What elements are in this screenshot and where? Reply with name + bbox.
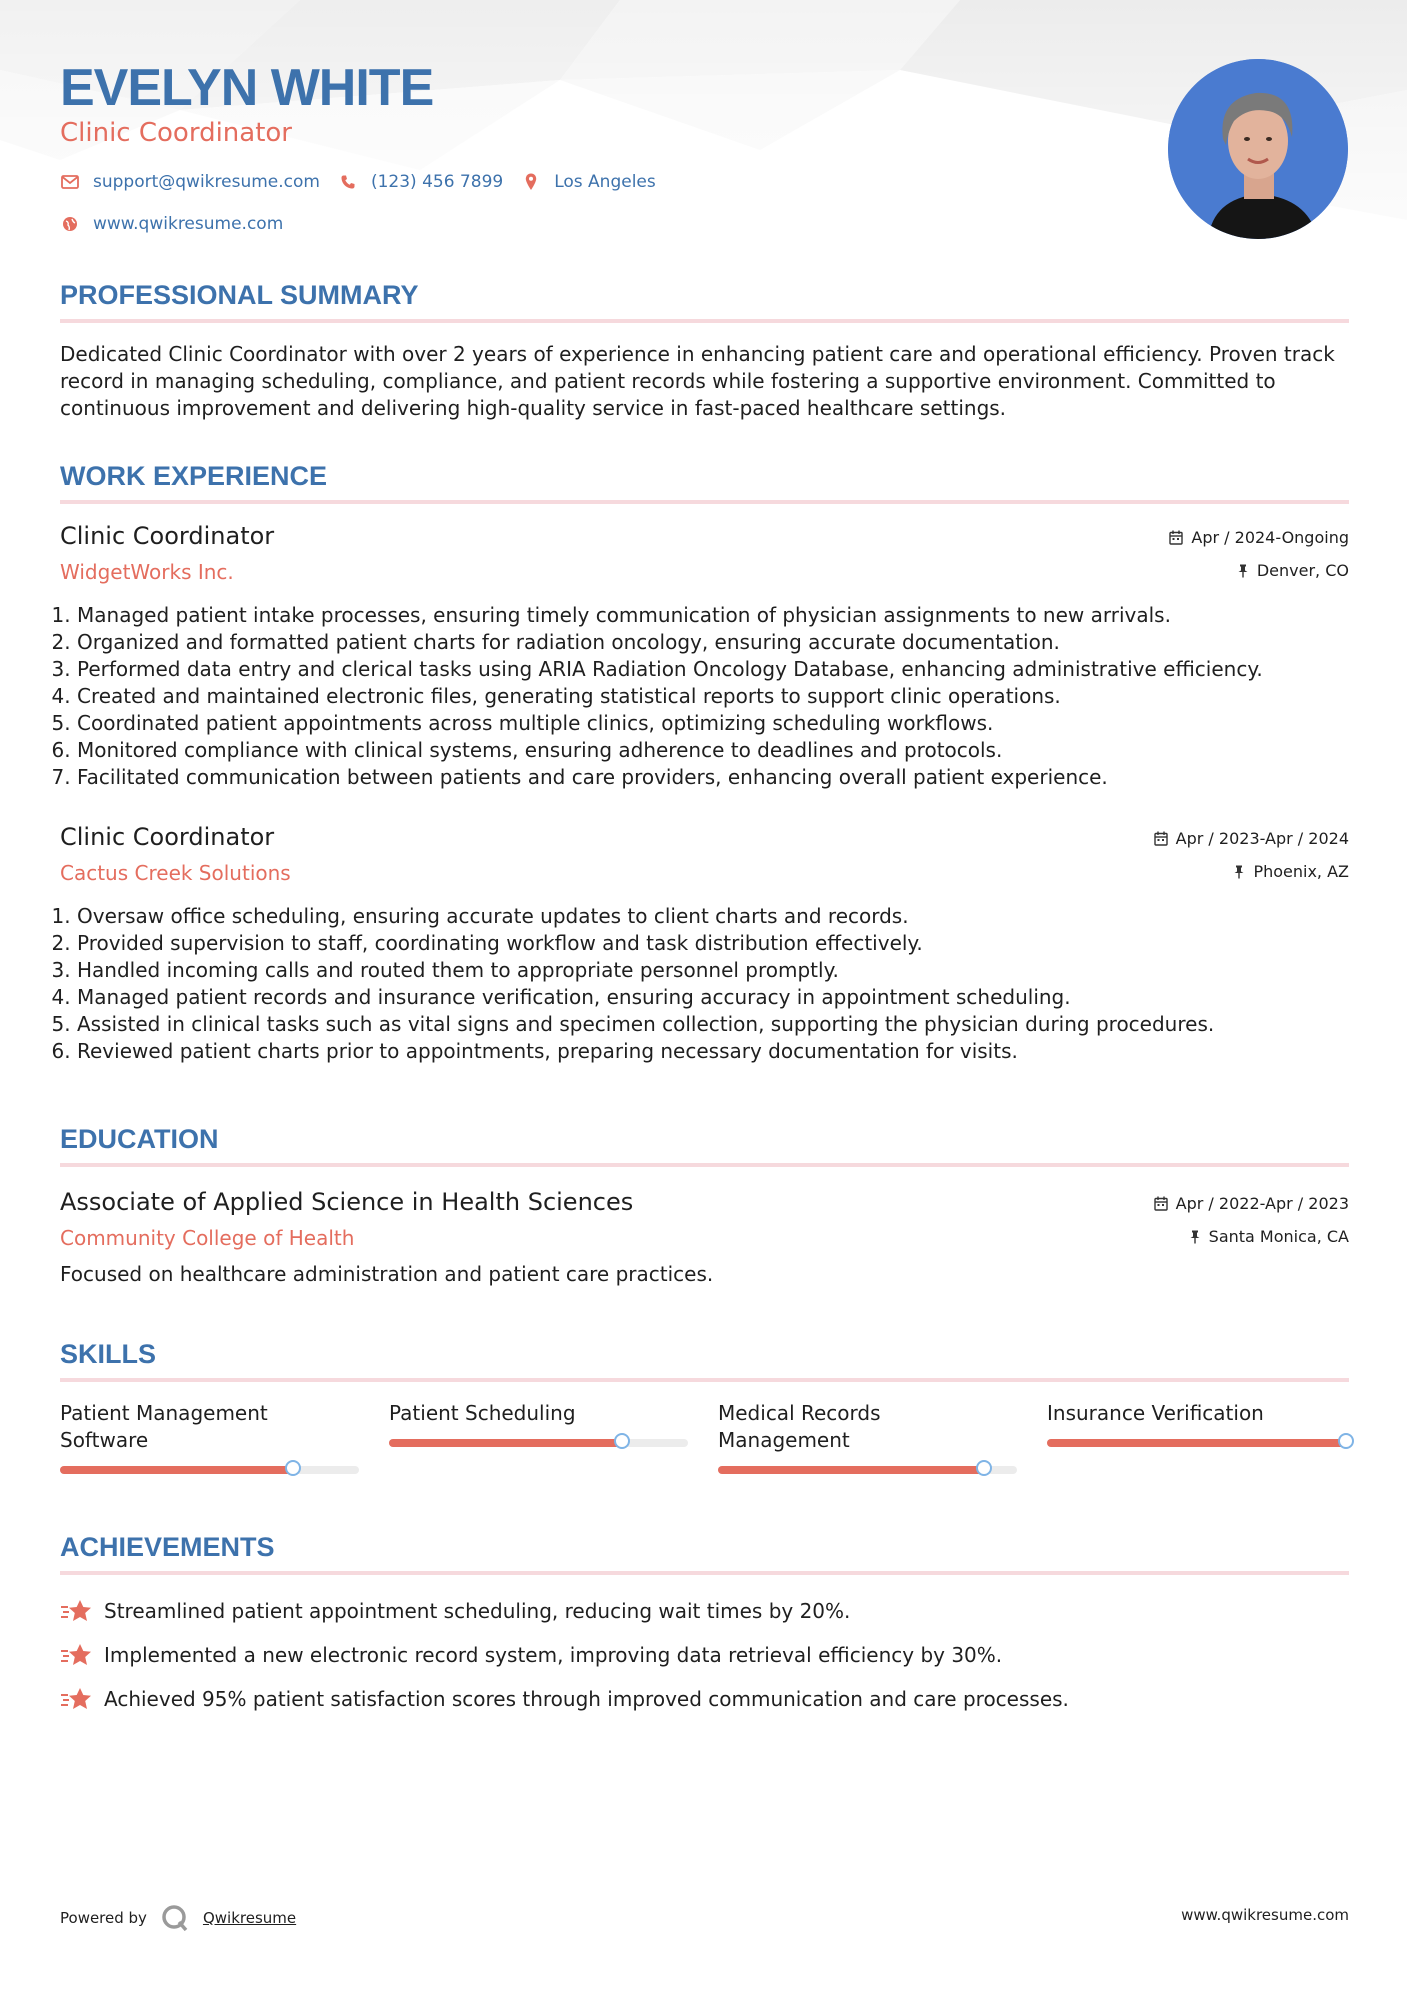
section-work-experience <box>60 461 1349 504</box>
candidate-title: Clinic Coordinator <box>60 118 292 148</box>
degree-title: Associate of Applied Science in Health Sciences <box>60 1188 634 1216</box>
location-text: Los Angeles <box>554 172 656 192</box>
achievement-item <box>60 1589 1349 1633</box>
phone-icon <box>338 172 358 192</box>
achievement-text: Achieved 95% patient satisfaction scores through improved communication and care processes. <box>104 1687 1069 1711</box>
achievements-list <box>60 1589 1349 1721</box>
list-item: 2. Organized and formatted patient charts for radiation oncology, ensuring accurate documentation. <box>77 629 1263 656</box>
star-icon <box>60 1598 92 1624</box>
location-pin-icon <box>521 172 541 192</box>
skill-item <box>389 1400 688 1480</box>
achievement-text: Streamlined patient appointment scheduling, reducing wait times by 20%. <box>104 1599 851 1623</box>
star-icon <box>60 1686 92 1712</box>
skill-level-knob <box>976 1460 992 1476</box>
list-item: 2. Provided supervision to staff, coordinating workflow and task distribution effectively. <box>77 930 1214 957</box>
job-entry <box>60 522 1349 802</box>
section-education <box>60 1124 1349 1167</box>
company-name: Cactus Creek Solutions <box>60 861 291 885</box>
pin-icon <box>1237 564 1249 578</box>
globe-icon <box>60 214 80 234</box>
education-description: Focused on healthcare administration and patient care practices. <box>60 1262 714 1286</box>
skill-level-knob <box>614 1433 630 1449</box>
achievement-item <box>60 1633 1349 1677</box>
skill-name: Insurance Verification <box>1047 1401 1264 1425</box>
list-item: 5. Assisted in clinical tasks such as vital signs and specimen collection, supporting the physician during procedures. <box>77 1011 1214 1038</box>
phone-number[interactable]: (123) 456 7899 <box>370 172 504 192</box>
job-location: Denver, CO <box>1237 561 1349 580</box>
skill-level-bar <box>718 1466 1017 1474</box>
calendar-icon <box>1169 530 1183 545</box>
skill-level-fill <box>389 1439 622 1447</box>
school-name: Community College of Health <box>60 1226 355 1250</box>
qwikresume-logo-icon <box>161 1904 189 1932</box>
skill-level-knob <box>1338 1433 1354 1449</box>
skill-name: Patient Management Software <box>60 1401 268 1452</box>
email-link[interactable]: support@qwikresume.com <box>93 172 320 192</box>
email-icon <box>60 172 80 192</box>
summary-text: Dedicated Clinic Coordinator with over 2 years of experience in enhancing patient care and operational efficiency. Proven track record in managing scheduling, compliance, and patient records while fostering a supportive environment. Committed to continuous improvement and delivering high-quality service in fast-paced healthcare settings. <box>60 342 1335 420</box>
skill-name: Medical Records Management <box>718 1401 881 1452</box>
company-name: WidgetWorks Inc. <box>60 560 234 584</box>
profile-photo <box>1168 59 1348 239</box>
calendar-icon <box>1154 1196 1168 1211</box>
skill-level-fill <box>718 1466 984 1474</box>
skill-level-fill <box>1047 1439 1346 1447</box>
job-date: Apr / 2024-Ongoing <box>1169 528 1349 547</box>
list-item: 1. Oversaw office scheduling, ensuring accurate updates to client charts and records. <box>77 903 1214 930</box>
skill-level-knob <box>285 1460 301 1476</box>
skill-level-fill <box>60 1466 293 1474</box>
section-skills <box>60 1339 1349 1480</box>
star-icon <box>60 1642 92 1668</box>
list-item: 6. Reviewed patient charts prior to appointments, preparing necessary documentation for visits. <box>77 1038 1214 1065</box>
list-item: 4. Managed patient records and insurance verification, ensuring accuracy in appointment scheduling. <box>77 984 1214 1011</box>
skill-item <box>1047 1400 1346 1480</box>
list-item: 3. Performed data entry and clerical tasks using ARIA Radiation Oncology Database, enhancing administrative efficiency. <box>77 656 1263 683</box>
job-title: Clinic Coordinator <box>60 823 275 851</box>
section-heading: SKILLS <box>60 1339 1349 1382</box>
section-heading: ACHIEVEMENTS <box>60 1532 1349 1575</box>
list-item: 6. Monitored compliance with clinical systems, ensuring adherence to deadlines and protocols. <box>77 737 1263 764</box>
skill-item <box>718 1400 1017 1480</box>
skill-name: Patient Scheduling <box>389 1401 576 1425</box>
education-date: Apr / 2022-Apr / 2023 <box>1154 1194 1349 1213</box>
job-bullets <box>60 602 1263 791</box>
skill-item <box>60 1400 359 1480</box>
list-item: 3. Handled incoming calls and routed them to appropriate personnel promptly. <box>77 957 1214 984</box>
education-entry <box>60 1188 1349 1298</box>
job-bullets <box>60 903 1214 1065</box>
job-entry <box>60 823 1349 1073</box>
list-item: 4. Created and maintained electronic files, generating statistical reports to support clinic operations. <box>77 683 1263 710</box>
skill-level-bar <box>60 1466 359 1474</box>
list-item: 1. Managed patient intake processes, ensuring timely communication of physician assignments to new arrivals. <box>77 602 1263 629</box>
pin-icon <box>1233 865 1245 879</box>
job-date: Apr / 2023-Apr / 2024 <box>1154 829 1349 848</box>
calendar-icon <box>1154 831 1168 846</box>
achievement-item <box>60 1677 1349 1721</box>
skills-grid <box>60 1400 1349 1480</box>
candidate-name: EVELYN WHITE <box>60 59 434 117</box>
section-summary <box>60 280 1349 422</box>
job-title: Clinic Coordinator <box>60 522 275 550</box>
list-item: 7. Facilitated communication between patients and care providers, enhancing overall patient experience. <box>77 764 1263 791</box>
footer-website[interactable]: www.qwikresume.com <box>1181 1906 1349 1924</box>
achievement-text: Implemented a new electronic record system, improving data retrieval efficiency by 30%. <box>104 1643 1003 1667</box>
qwikresume-link[interactable]: Qwikresume <box>202 1909 297 1927</box>
section-heading: EDUCATION <box>60 1124 1349 1167</box>
skill-level-bar <box>1047 1439 1346 1447</box>
powered-by-label: Powered by <box>60 1909 147 1927</box>
contact-row <box>60 172 656 192</box>
powered-by <box>60 1904 296 1932</box>
section-heading: PROFESSIONAL SUMMARY <box>60 280 1349 323</box>
page-footer <box>60 1900 1349 1930</box>
list-item: 5. Coordinated patient appointments across multiple clinics, optimizing scheduling workflows. <box>77 710 1263 737</box>
section-achievements <box>60 1532 1349 1721</box>
education-location: Santa Monica, CA <box>1189 1227 1349 1246</box>
job-location: Phoenix, AZ <box>1233 862 1349 881</box>
contact-row-website <box>60 214 283 234</box>
skill-level-bar <box>389 1439 688 1447</box>
pin-icon <box>1189 1230 1201 1244</box>
website-link[interactable]: www.qwikresume.com <box>93 214 284 234</box>
section-heading: WORK EXPERIENCE <box>60 461 1349 504</box>
